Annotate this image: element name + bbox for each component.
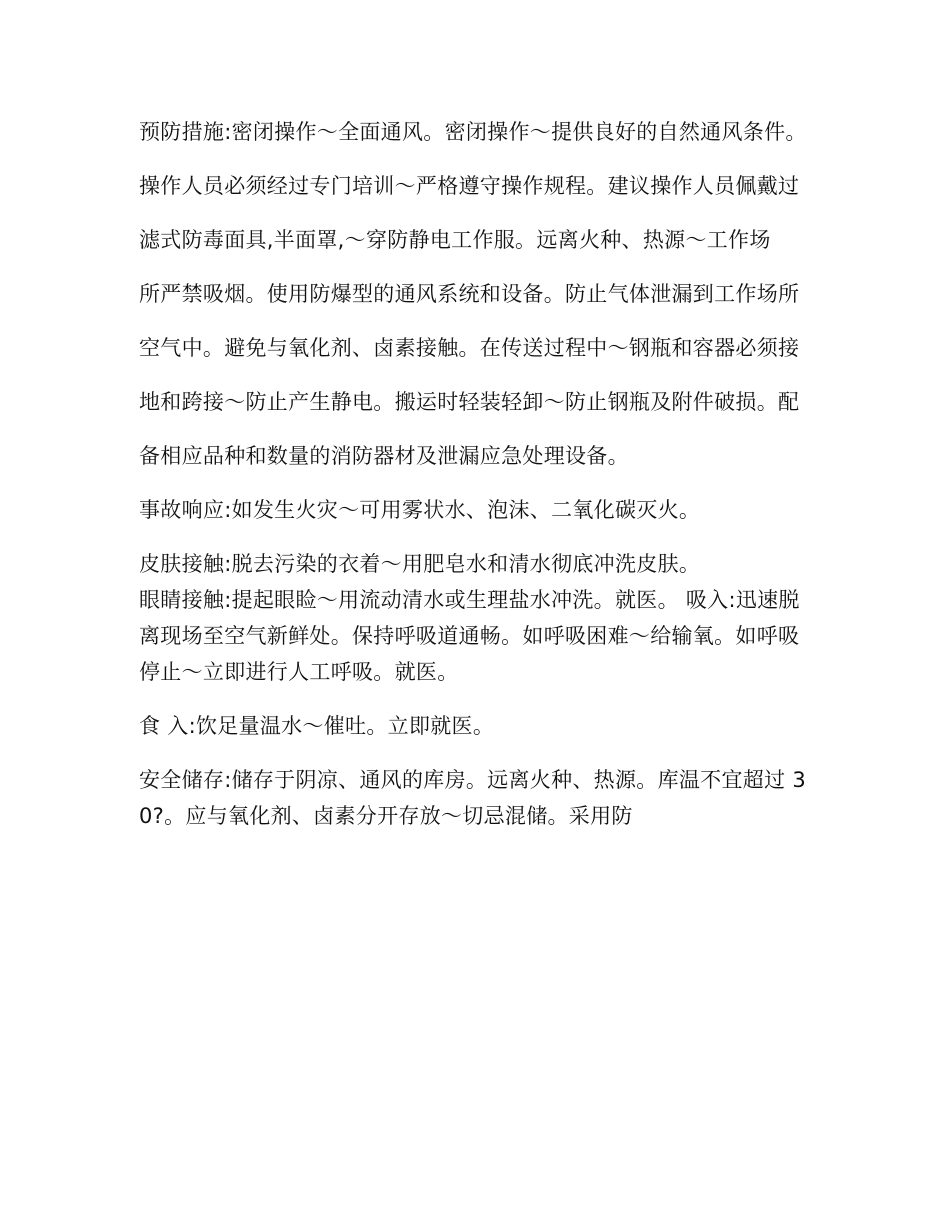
paragraph-no-smoking: 所严禁吸烟。使用防爆型的通风系统和设备。防止气体泄漏到工作场所 [139, 282, 800, 306]
paragraph-fire-equipment: 备相应品种和数量的消防器材及泄漏应急处理设备。 [139, 444, 629, 468]
paragraph-accident-response: 事故响应:如发生火灾～可用雾状水、泡沫、二氧化碳灭火。 [139, 498, 701, 522]
paragraph-skin-contact: 皮肤接触:脱去污染的衣着～用肥皂水和清水彻底冲洗皮肤。 [139, 552, 701, 576]
paragraph-operator-training: 操作人员必须经过专门培训～严格遵守操作规程。建议操作人员佩戴过 [139, 174, 800, 198]
paragraph-protective-gear: 滤式防毒面具,半面罩,～穿防静电工作服。远离火种、热源～工作场 [139, 228, 771, 252]
paragraph-avoid-oxidizers: 空气中。避免与氧化剂、卤素接触。在传送过程中～钢瓶和容器必须接 [139, 336, 800, 360]
paragraph-ingestion: 食 入:饮足量温水～催吐。立即就医。 [139, 714, 495, 738]
document-body [139, 114, 814, 852]
paragraph-prevention-measures: 预防措施:密闭操作～全面通风。密闭操作～提供良好的自然通风条件。 [139, 120, 807, 144]
paragraph-safe-storage: 安全储存:储存于阴凉、通风的库房。远离火种、热源。库温不宜超过 30?。应与氧化剂、卤素分开存放～切忌混储。采用防 [139, 768, 807, 828]
paragraph-grounding: 地和跨接～防止产生静电。搬运时轻装轻卸～防止钢瓶及附件破损。配 [139, 390, 800, 414]
paragraph-eye-contact-inhalation: 眼睛接触:提起眼睑～用流动清水或生理盐水冲洗。就医。 吸入:迅速脱离现场至空气新鲜处。保持呼吸道通畅。如呼吸困难～给输氧。如呼吸停止～立即进行人工呼吸。就医。 [139, 588, 800, 684]
